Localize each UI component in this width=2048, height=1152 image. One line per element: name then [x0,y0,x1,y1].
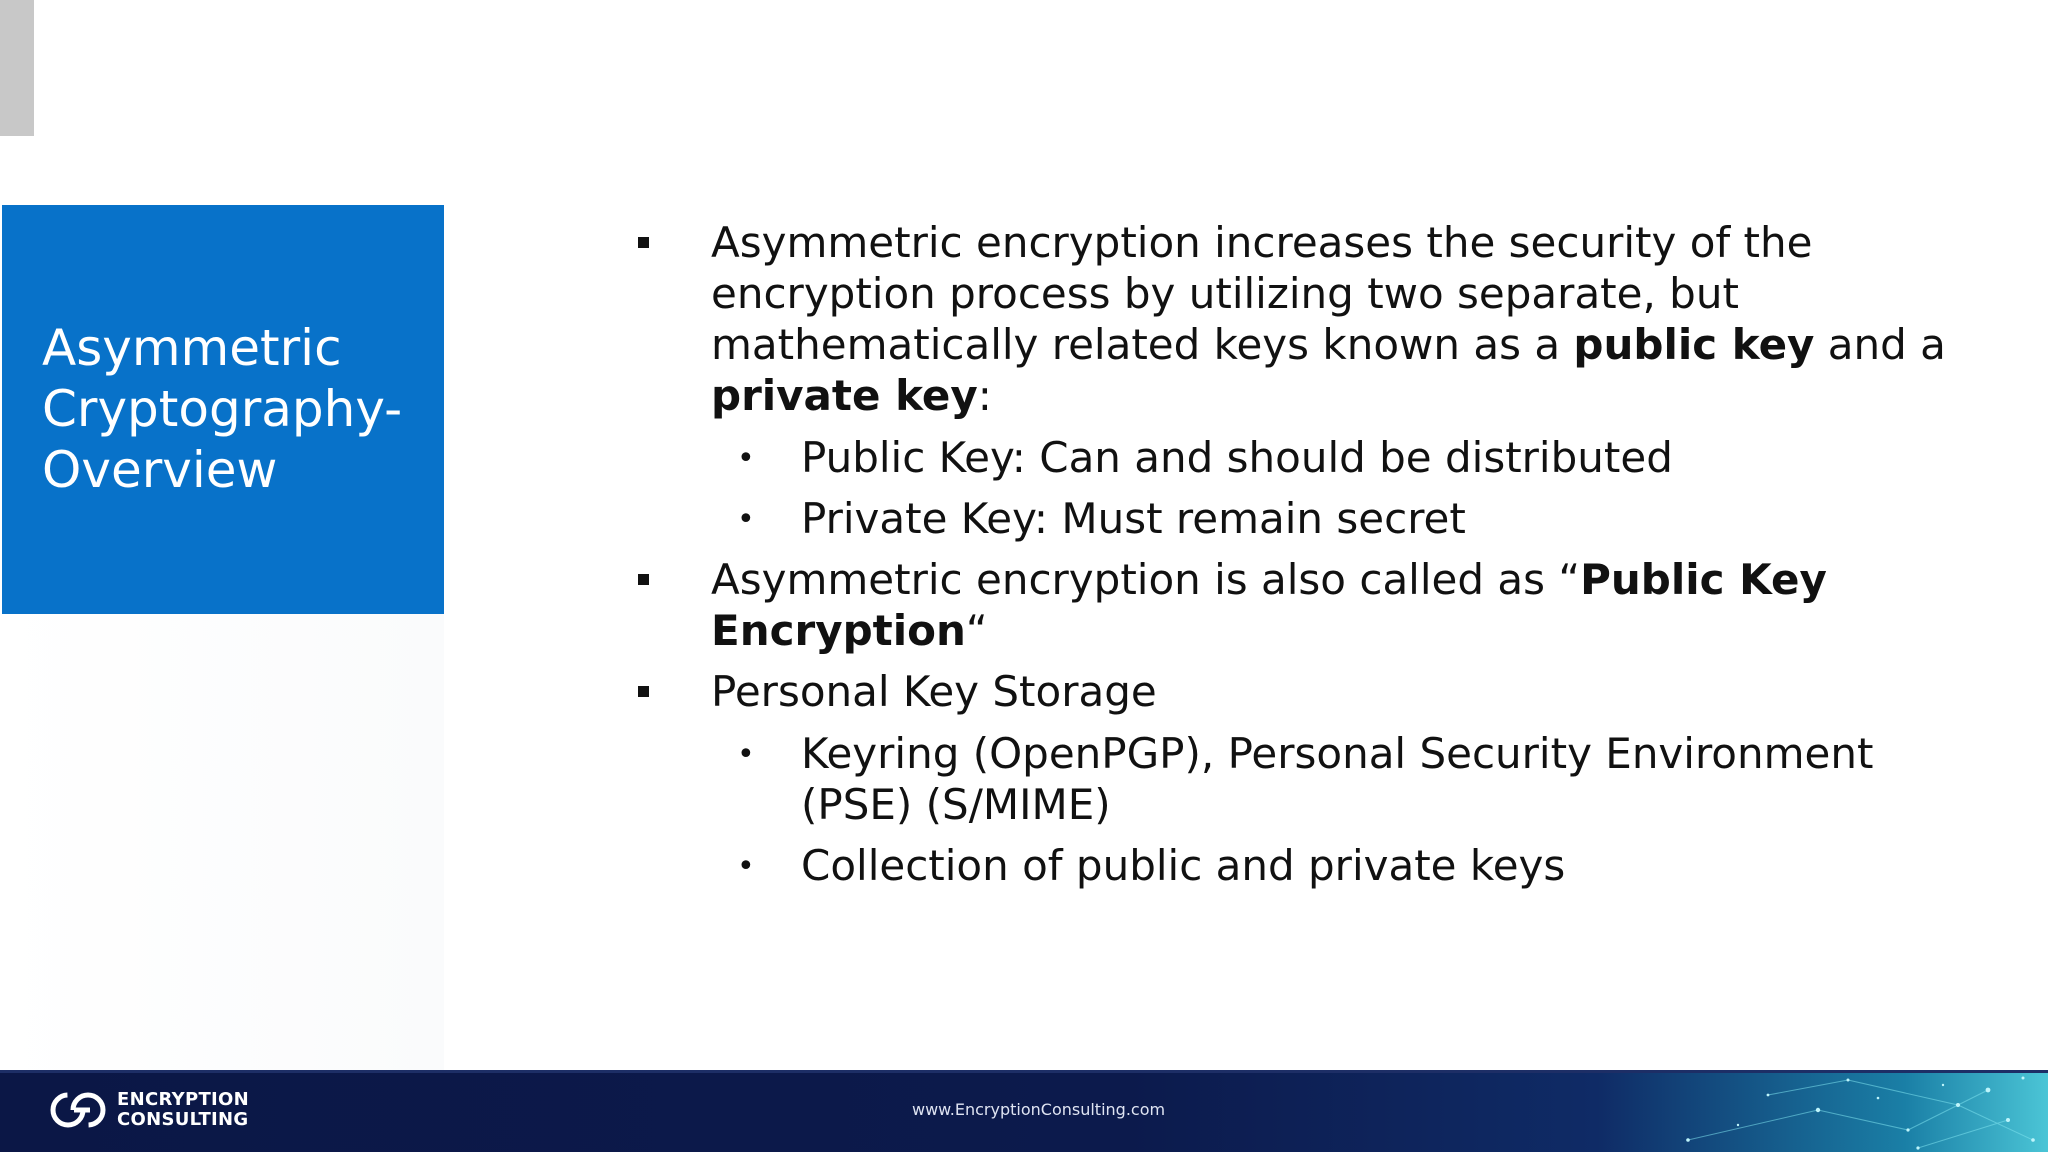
public-key-term: public key [1573,320,1815,369]
bullet-2-text: Asymmetric encryption is also called as “ [711,555,1581,604]
encryption-term: Encryption [711,606,966,655]
footer-bar [0,1070,2048,1152]
closing-quote: “ [965,606,988,655]
dot-bullet-icon: • [737,502,755,537]
sub-bullet-keyring-line-1: Keyring (OpenPGP), Personal Security Environment [801,729,1874,778]
bullet-1-line-4 [711,370,992,421]
dot-bullet-icon: • [737,737,755,772]
bullet-2-line-1 [711,554,1827,605]
bullet-2-line-2 [711,605,988,656]
bullet-1-text: : [977,371,992,420]
sub-bullet-collection: Collection of public and private keys [801,841,1566,890]
bullet-1-line-1: Asymmetric encryption increases the security of the [711,218,1813,267]
bullet-3: Personal Key Storage [711,667,1157,716]
sub-bullet-keyring-line-2: (PSE) (S/MIME) [801,780,1111,829]
network-graphic-icon [1488,1070,2048,1152]
footer-url: www.EncryptionConsulting.com [912,1100,1166,1119]
square-bullet-icon [638,574,649,585]
dot-bullet-icon: • [737,441,755,476]
title-line-3: Overview [42,441,278,499]
logo-wordmark [117,1090,249,1130]
sub-bullet-public-key: Public Key: Can and should be distributed [801,433,1673,482]
bullet-1-text: and a [1814,320,1946,369]
encryption-consulting-logo-icon [48,1090,110,1130]
bullet-1-line-3 [711,319,1946,370]
logo-line-2: CONSULTING [117,1109,249,1130]
sub-bullet-private-key: Private Key: Must remain secret [801,494,1466,543]
bullet-1-line-2: encryption process by utilizing two separate, but [711,269,1739,318]
public-key-encryption-term: Public Key [1580,555,1827,604]
title-line-2: Cryptography- [42,380,403,438]
logo-line-1: ENCRYPTION [117,1089,250,1110]
private-key-term: private key [711,371,978,420]
square-bullet-icon [638,686,649,697]
square-bullet-icon [638,237,649,248]
bullet-1-text: mathematically related keys known as a [711,320,1574,369]
dot-bullet-icon: • [737,849,755,884]
title-line-1: Asymmetric [42,319,342,377]
